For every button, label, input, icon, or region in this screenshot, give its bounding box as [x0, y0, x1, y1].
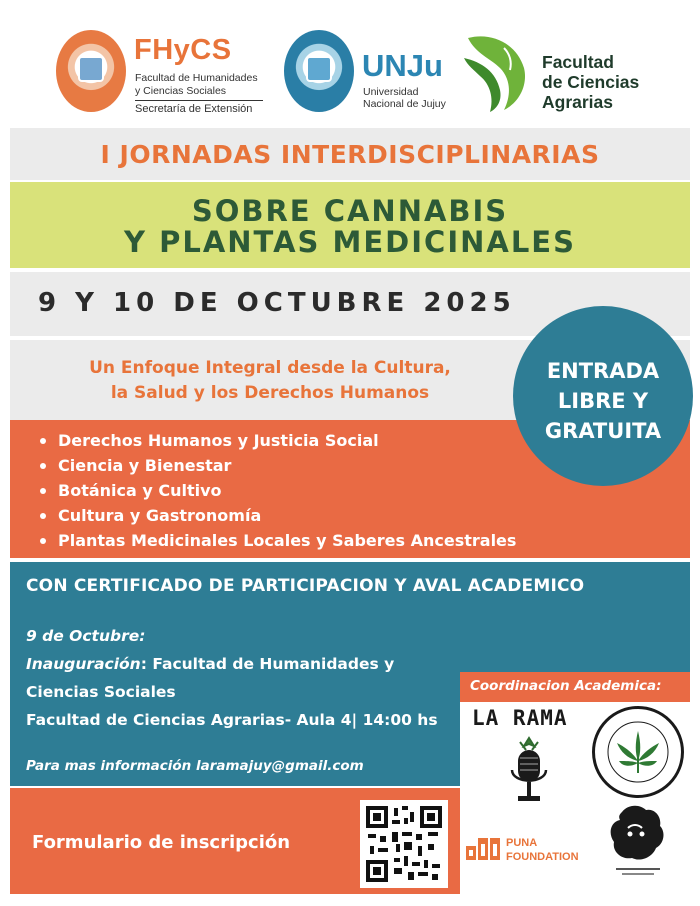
inauguration-place: : Facultad de Humanidades y — [140, 655, 395, 673]
unju-seal-logo — [284, 30, 354, 112]
list-item: Plantas Medicinales Locales y Saberes Ancestrales — [36, 528, 516, 553]
contact-info: Para mas información laramajuy@gmail.com — [26, 758, 364, 774]
event-subtitle-line1: SOBRE CANNABIS — [191, 194, 509, 228]
shield-icon — [306, 56, 332, 82]
event-dates: 9 Y 10 DE OCTUBRE 2025 — [38, 288, 516, 318]
leaf-face-logo-icon — [460, 28, 532, 116]
registration-form-label[interactable]: Formulario de inscripción — [32, 832, 291, 853]
unju-name-line2: Nacional de Jujuy — [363, 98, 446, 110]
fhycs-acronym: FHyCS — [134, 34, 232, 66]
event-subtitle — [10, 196, 690, 258]
fhycs-secretariat: Secretaría de Extensión — [135, 103, 253, 115]
fhycs-divider — [135, 100, 263, 101]
list-item: Botánica y Cultivo — [36, 478, 516, 503]
event-approach — [40, 356, 500, 406]
asociacion-cultural-seal-logo — [592, 706, 684, 798]
list-item: Derechos Humanos y Justicia Social — [36, 428, 516, 453]
fca-name-line3: Agrarias — [542, 92, 614, 112]
event-title: I JORNADAS INTERDISCIPLINARIAS — [100, 140, 600, 169]
subtitle-band — [10, 182, 690, 268]
badge-line2: LIBRE Y — [557, 389, 649, 413]
second-venue: Facultad de Ciencias Agrarias- Aula 4| 14:00 hs — [26, 711, 438, 729]
puna-mark-icon — [466, 836, 504, 862]
puna-line2: FOUNDATION — [506, 851, 579, 863]
badge-line3: GRATUITA — [544, 419, 662, 443]
coordination-heading-bar — [460, 672, 690, 702]
fhycs-name — [135, 72, 275, 98]
shield-icon — [78, 56, 104, 82]
puna-foundation-name — [506, 836, 579, 864]
event-approach-line2: la Salud y los Derechos Humanos — [110, 383, 430, 403]
inauguration-line — [26, 650, 438, 678]
badge-line1: ENTRADA — [546, 359, 660, 383]
free-entry-badge — [513, 306, 693, 486]
unju-name — [363, 86, 446, 110]
cannabis-leaf-icon — [595, 709, 681, 795]
inauguration-place-cont: Ciencias Sociales — [26, 683, 176, 701]
header-logos — [0, 0, 700, 128]
qr-code-icon — [366, 806, 442, 882]
fca-name-line2: de Ciencias — [542, 72, 640, 92]
topics-list — [36, 428, 516, 553]
unju-acronym: UNJu — [362, 48, 443, 83]
qr-code[interactable] — [360, 800, 448, 888]
fca-name — [542, 52, 639, 112]
puna-line1: PUNA — [506, 837, 538, 849]
coordination-heading: Coordinacion Academica: — [470, 678, 662, 694]
schedule-day: 9 de Octubre: — [26, 627, 146, 645]
certificate-note: CON CERTIFICADO DE PARTICIPACION Y AVAL ACADEMICO — [26, 576, 585, 596]
schedule-details — [26, 622, 438, 734]
fhycs-name-line1: Facultad de Humanidades — [135, 72, 258, 84]
title-band — [10, 128, 690, 180]
fhycs-name-line2: y Ciencias Sociales — [135, 85, 227, 97]
list-item: Cultura y Gastronomía — [36, 503, 516, 528]
event-subtitle-line2: Y PLANTAS MEDICINALES — [124, 225, 576, 259]
badge-text — [513, 356, 693, 446]
form-band — [10, 788, 460, 894]
fca-name-line1: Facultad — [542, 52, 614, 72]
dog-silhouette-logo-icon — [592, 800, 682, 882]
la-rama-logo-text: LA RAMA — [472, 706, 568, 730]
list-item: Ciencia y Bienestar — [36, 453, 516, 478]
fhycs-seal-logo — [56, 30, 126, 112]
inauguration-label: Inauguración — [26, 655, 141, 673]
event-approach-line1: Un Enfoque Integral desde la Cultura, — [89, 358, 451, 378]
unju-name-line1: Universidad — [363, 86, 419, 98]
microphone-icon — [506, 736, 552, 804]
